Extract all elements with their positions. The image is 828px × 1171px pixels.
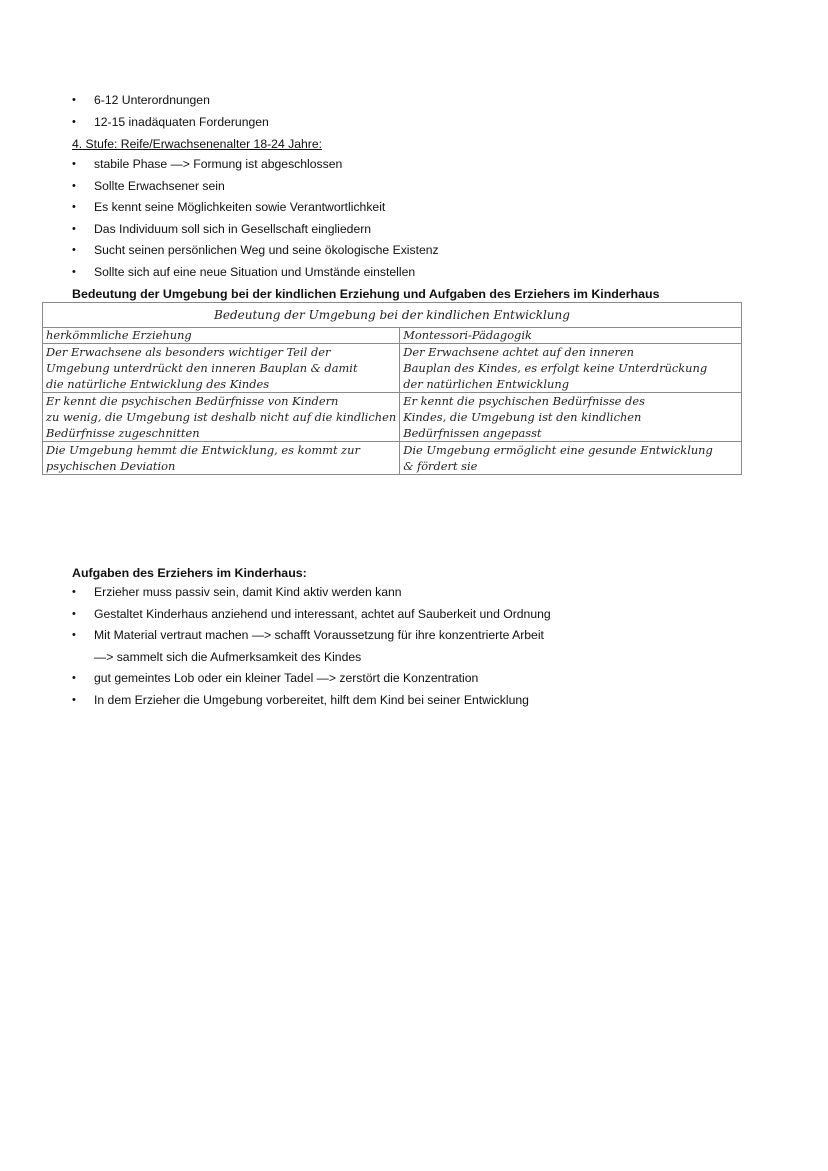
list-item: • Es kennt seine Möglichkeiten sowie Verantwortlichkeit (72, 197, 439, 219)
stage-4-list (72, 154, 439, 283)
cell-line: Bedürfnisse zugeschnitten (46, 426, 200, 440)
list-item: • In dem Erzieher die Umgebung vorbereitet, hilft dem Kind bei seiner Entwicklung (72, 690, 551, 712)
cell-line: Der Erwachsene als besonders wichtiger Teil der (46, 345, 331, 359)
table-cell-right (400, 344, 742, 393)
comparison-table (42, 302, 742, 475)
list-item: • 12-15 inadäquaten Forderungen (72, 112, 269, 134)
cell-line: der natürlichen Entwicklung (403, 377, 570, 391)
cell-line: & fördert sie (403, 459, 478, 473)
list-item: • Sollte Erwachsener sein (72, 176, 439, 198)
cell-line: die natürliche Entwicklung des Kindes (46, 377, 270, 391)
cell-line: Der Erwachsene achtet auf den inneren (403, 345, 635, 359)
list-item: • Das Individuum soll sich in Gesellschaft eingliedern (72, 219, 439, 241)
table-cell-left (43, 344, 400, 393)
table-row (43, 393, 742, 442)
list-item: • gut gemeintes Lob oder ein kleiner Tadel —> zerstört die Konzentration (72, 668, 551, 690)
table-cell-left (43, 442, 400, 475)
list-item-continuation: —> sammelt sich die Aufmerksamkeit des Kindes (94, 649, 362, 664)
cell-line: Kindes, die Umgebung ist den kindlichen (403, 410, 642, 424)
tasks-list (72, 582, 551, 711)
list-item: • Mit Material vertraut machen —> schafft Voraussetzung für ihre konzentrierte Arbeit (72, 625, 551, 647)
column-header-left: herkömmliche Erziehung (43, 328, 400, 344)
list-item: • Sucht seinen persönlichen Weg und seine ökologische Existenz (72, 240, 439, 262)
age-list (72, 90, 269, 133)
tasks-heading: Aufgaben des Erziehers im Kinderhaus: (72, 566, 307, 580)
stage-4-heading: 4. Stufe: Reife/Erwachsenenalter 18-24 Jahre: (72, 137, 322, 151)
table-cell-left (43, 393, 400, 442)
list-item: • Sollte sich auf eine neue Situation und Umstände einstellen (72, 262, 439, 284)
cell-line: psychischen Deviation (46, 459, 176, 473)
cell-line: Bedürfnissen angepasst (403, 426, 542, 440)
cell-line: zu wenig, die Umgebung ist deshalb nicht auf die kindlichen (46, 410, 397, 424)
list-item: • 6-12 Unterordnungen (72, 90, 269, 112)
table-row (43, 442, 742, 475)
cell-line: Er kennt die psychischen Bedürfnisse des (403, 394, 645, 408)
cell-line: Bauplan des Kindes, es erfolgt keine Unterdrückung (403, 361, 708, 375)
table-title: Bedeutung der Umgebung bei der kindlichen Entwicklung (43, 303, 742, 328)
cell-line: Umgebung unterdrückt den inneren Bauplan & damit (46, 361, 358, 375)
list-item: • Gestaltet Kinderhaus anziehend und interessant, achtet auf Sauberkeit und Ordnung (72, 604, 551, 626)
cell-line: Die Umgebung hemmt die Entwicklung, es kommt zur (46, 443, 360, 457)
table-row (43, 344, 742, 393)
table-cell-right (400, 393, 742, 442)
cell-line: Er kennt die psychischen Bedürfnisse von Kindern (46, 394, 339, 408)
list-item: • stabile Phase —> Formung ist abgeschlossen (72, 154, 439, 176)
list-item: • Erzieher muss passiv sein, damit Kind aktiv werden kann (72, 582, 551, 604)
section-heading: Bedeutung der Umgebung bei der kindlichen Erziehung und Aufgaben des Erziehers im Kinderhaus (72, 287, 660, 301)
cell-line: Die Umgebung ermöglicht eine gesunde Entwicklung (403, 443, 713, 457)
table-cell-right (400, 442, 742, 475)
column-header-right: Montessori-Pädagogik (400, 328, 742, 344)
